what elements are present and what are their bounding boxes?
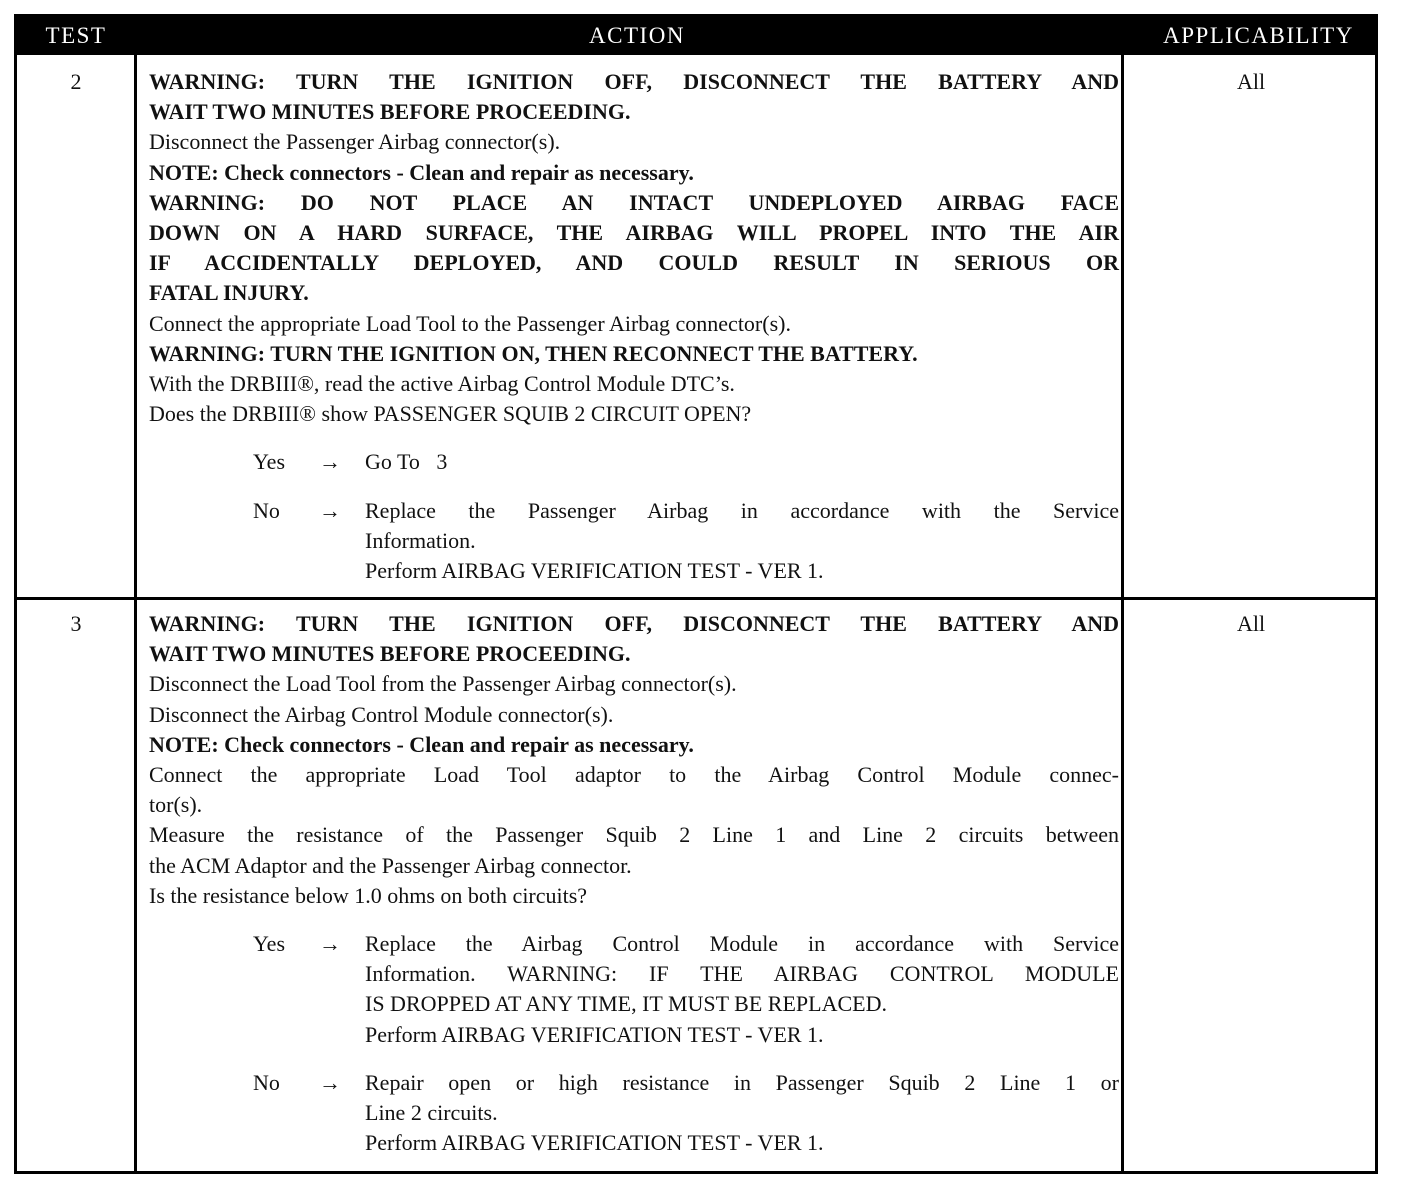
response-label: Yes — [253, 931, 286, 957]
instruction-text: Disconnect the Passenger Airbag connector(s). — [149, 129, 561, 155]
response-yes — [149, 929, 1119, 1050]
response-text: Repair open or high resistance in Passenger Squib 2 Line 1 or — [365, 1069, 1119, 1095]
action-cell — [149, 609, 1119, 1158]
right-arrow-icon: → — [319, 449, 341, 475]
right-arrow-icon: → — [319, 931, 341, 957]
applicability-value: All — [1236, 611, 1266, 636]
instruction-text: Connect the appropriate Load Tool to the Passenger Airbag connector(s). — [149, 310, 791, 336]
response-yes — [149, 447, 1119, 477]
warning-text: WARNING: TURN THE IGNITION OFF, DISCONNECT THE BATTERY AND — [149, 69, 1119, 94]
response-text: Information. WARNING: IF THE AIRBAG CONTROL MODULE — [365, 961, 1119, 987]
response-label: No — [253, 1069, 280, 1095]
question-text: Does the DRBIII® show PASSENGER SQUIB 2 CIRCUIT OPEN? — [149, 401, 752, 427]
response-text: Information. — [365, 527, 476, 553]
response-no — [149, 496, 1119, 587]
instruction-text: Measure the resistance of the Passenger Squib 2 Line 1 and Line 2 circuits between — [149, 822, 1119, 848]
instruction-text: tor(s). — [149, 792, 203, 818]
question-text: Is the resistance below 1.0 ohms on both circuits? — [149, 882, 588, 908]
response-label: Yes — [253, 449, 286, 475]
test-number: 2 — [70, 69, 82, 94]
instruction-text: With the DRBIII®, read the active Airbag Control Module DTC’s. — [149, 371, 735, 397]
response-text: Replace the Passenger Airbag in accordance with the Service — [365, 497, 1119, 523]
response-no — [149, 1068, 1119, 1159]
header-action: ACTION — [135, 17, 1139, 55]
response-text: IS DROPPED AT ANY TIME, IT MUST BE REPLACED. — [365, 991, 887, 1017]
response-text: Line 2 circuits. — [365, 1100, 498, 1126]
action-cell — [149, 67, 1119, 586]
warning-text: WARNING: TURN THE IGNITION ON, THEN RECONNECT THE BATTERY. — [149, 340, 918, 366]
warning-text: FATAL INJURY. — [149, 280, 309, 306]
header-test: TEST — [17, 17, 135, 55]
warning-text: WARNING: TURN THE IGNITION OFF, DISCONNECT THE BATTERY AND — [149, 611, 1119, 636]
response-text: Perform AIRBAG VERIFICATION TEST - VER 1. — [365, 1021, 824, 1047]
warning-text: DOWN ON A HARD SURFACE, THE AIRBAG WILL PROPEL INTO THE AIR — [149, 220, 1119, 246]
diagnostic-test-table — [14, 14, 1378, 1174]
note-text: NOTE: Check connectors - Clean and repair as necessary. — [149, 731, 694, 757]
instruction-text: Connect the appropriate Load Tool adaptor to the Airbag Control Module connec- — [149, 762, 1119, 788]
right-arrow-icon: → — [319, 1069, 341, 1095]
note-text: NOTE: Check connectors - Clean and repair as necessary. — [149, 159, 694, 185]
row-divider — [17, 597, 1378, 600]
warning-text: WARNING: DO NOT PLACE AN INTACT UNDEPLOYED AIRBAG FACE — [149, 189, 1119, 215]
response-text: Perform AIRBAG VERIFICATION TEST - VER 1. — [365, 558, 824, 584]
response-label: No — [253, 497, 280, 523]
warning-text: WAIT TWO MINUTES BEFORE PROCEEDING. — [149, 99, 631, 125]
instruction-text: the ACM Adaptor and the Passenger Airbag connector. — [149, 852, 632, 878]
response-text: Perform AIRBAG VERIFICATION TEST - VER 1. — [365, 1130, 824, 1156]
header-applicability: APPLICABILITY — [1139, 17, 1378, 55]
right-arrow-icon: → — [319, 497, 341, 523]
applicability-value: All — [1236, 69, 1266, 94]
warning-text: WAIT TWO MINUTES BEFORE PROCEEDING. — [149, 641, 631, 667]
response-text: Go To 3 — [365, 449, 448, 475]
instruction-text: Disconnect the Load Tool from the Passenger Airbag connector(s). — [149, 671, 737, 697]
instruction-text: Disconnect the Airbag Control Module connector(s). — [149, 701, 614, 727]
response-text: Replace the Airbag Control Module in accordance with Service — [365, 931, 1119, 957]
test-number: 3 — [70, 611, 82, 636]
warning-text: IF ACCIDENTALLY DEPLOYED, AND COULD RESULT IN SERIOUS OR — [149, 250, 1119, 276]
